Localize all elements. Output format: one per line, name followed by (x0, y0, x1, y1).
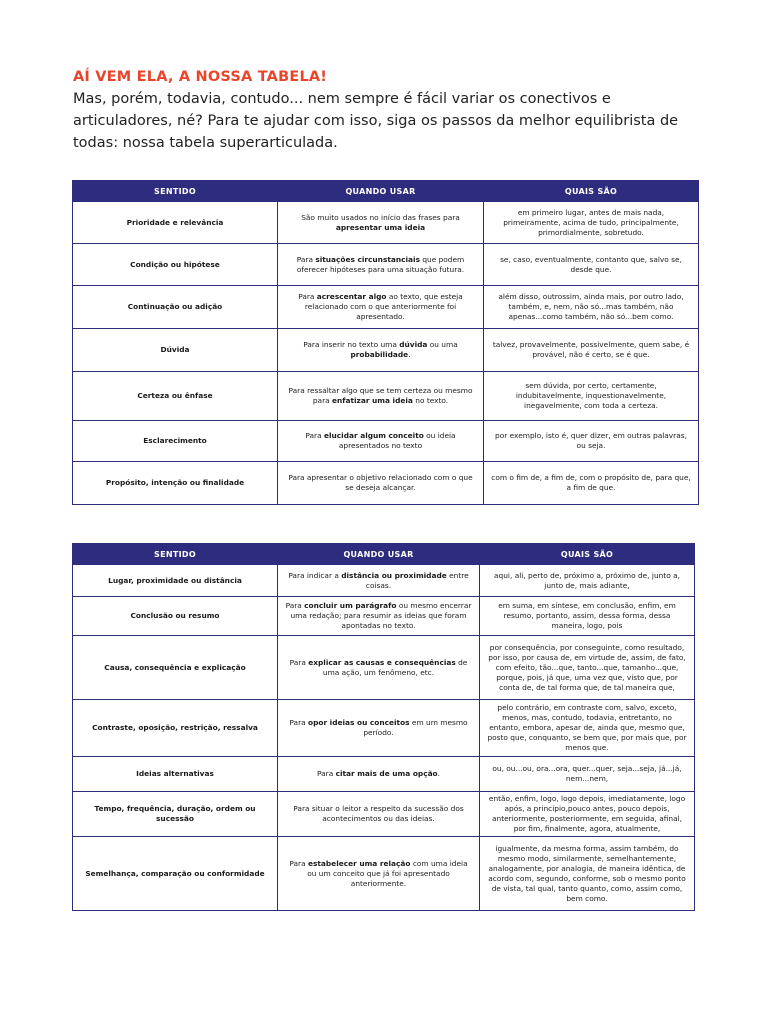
cell-quando-usar (278, 565, 480, 597)
cell-sentido: Dúvida (73, 329, 278, 372)
table-row (73, 837, 695, 911)
cell-quando-usar (278, 837, 480, 911)
section-title: AÍ VEM ELA, A NOSSA TABELA! (73, 69, 328, 85)
text-segment: Para (296, 254, 316, 264)
cell-sentido: Continuação ou adição (73, 286, 278, 329)
cell-sentido: Ideias alternativas (73, 757, 278, 792)
cell-quais-sao: talvez, provavelmente, possivelmente, quem sabe, é provável, não é certo, se é que. (484, 329, 699, 372)
text-segment: Para indicar a (288, 570, 342, 580)
cell-sentido: Esclarecimento (73, 421, 278, 462)
table-row (73, 565, 695, 597)
intro-section (73, 66, 713, 154)
emphasis-text: elucidar algum conceito (323, 431, 424, 440)
cell-sentido: Certeza ou ênfase (73, 372, 278, 421)
cell-sentido: Semelhança, comparação ou conformidade (73, 837, 278, 911)
text-segment: com uma ideia ou um conceito que já foi apresentado anteriormente. (307, 858, 468, 888)
cell-sentido: Condição ou hipótese (73, 244, 278, 286)
text-segment: Para (305, 431, 324, 440)
text-segment: . (408, 350, 411, 359)
text-segment: Para (289, 657, 309, 667)
cell-sentido: Tempo, frequência, duração, ordem ou sucessão (73, 792, 278, 837)
emphasis-text: citar mais de uma opção (335, 769, 438, 778)
cell-quais-sao: aqui, ali, perto de, próximo a, próximo de, junto a, junto de, mais adiante, (480, 565, 695, 597)
text-segment: no texto. (412, 396, 449, 405)
text-segment: Para inserir no texto uma (303, 340, 400, 349)
emphasis-text: opor ideias ou conceitos (308, 718, 410, 727)
emphasis-text: estabelecer uma relação (307, 858, 411, 868)
table-row (73, 421, 699, 462)
cell-quando-usar (278, 636, 480, 700)
cell-sentido: Causa, consequência e explicação (73, 636, 278, 700)
cell-quando-usar (278, 329, 484, 372)
cell-quando-usar (278, 597, 480, 636)
connectives-table-2 (72, 543, 695, 911)
cell-quando-usar (278, 421, 484, 462)
intro-paragraph: Mas, porém, todavia, contudo... nem sempre é fácil variar os conectivos e articuladores, né? Para te ajudar com isso, siga os passos da melhor equilibrista de todas: nossa tabela superarticulada. (73, 91, 679, 151)
emphasis-text: situações circunstanciais (315, 254, 420, 264)
table-row (73, 792, 695, 837)
table-row (73, 700, 695, 757)
header-quais-sao: QUAIS SÃO (480, 544, 695, 565)
cell-quando-usar (278, 462, 484, 505)
header-quando-usar: QUANDO USAR (278, 181, 484, 202)
text-segment: Para (289, 858, 308, 868)
text-segment: Para situar o leitor a respeito da sucessão dos acontecimentos ou das ideias. (293, 804, 464, 823)
emphasis-text: enfatizar uma ideia (331, 396, 413, 405)
text-segment: ou uma (427, 340, 458, 349)
text-segment: ao texto, que esteja relacionado com o que anteriormente foi apresentado. (304, 292, 463, 321)
text-segment: Para (289, 718, 308, 727)
cell-quando-usar (278, 372, 484, 421)
cell-quais-sao: sem dúvida, por certo, certamente, indubitavelmente, inquestionavelmente, inegavelmente, com toda a certeza. (484, 372, 699, 421)
header-sentido: SENTIDO (73, 544, 278, 565)
text-segment: Para (317, 769, 336, 778)
cell-quando-usar (278, 244, 484, 286)
text-segment: ou mesmo encerrar uma redação; para resumir as ideias que foram apontadas no texto. (290, 601, 472, 630)
header-sentido: SENTIDO (73, 181, 278, 202)
emphasis-text: concluir um parágrafo (304, 601, 397, 610)
table-row (73, 244, 699, 286)
cell-quais-sao: com o fim de, a fim de, com o propósito de, para que, a fim de que. (484, 462, 699, 505)
text-segment: que podem oferecer hipóteses para uma situação futura. (296, 254, 465, 274)
table-header-row (73, 181, 699, 202)
emphasis-text: distância ou proximidade (341, 570, 447, 580)
cell-quais-sao: além disso, outrossim, ainda mais, por outro lado, também, e, nem, não só...mas também, não apenas...como também, não só...bem como. (484, 286, 699, 329)
cell-quando-usar (278, 286, 484, 329)
table-row (73, 372, 699, 421)
cell-quando-usar (278, 202, 484, 244)
table-header-row (73, 544, 695, 565)
text-segment: em um mesmo período. (363, 718, 468, 737)
cell-quando-usar (278, 792, 480, 837)
cell-sentido: Contraste, oposição, restrição, ressalva (73, 700, 278, 757)
cell-quais-sao: por consequência, por conseguinte, como resultado, por isso, por causa de, em virtude de, assim, de fato, com efeito, tão...que, tanto...que, tamanho...que, porque, pois, já que, uma vez que, visto que, por conta de, de tal forma que, de tal maneira que, (480, 636, 695, 700)
emphasis-text: acrescentar algo (316, 292, 387, 301)
text-segment: . (437, 769, 440, 778)
connectives-table-1 (72, 180, 699, 505)
emphasis-text: dúvida (399, 340, 428, 349)
cell-sentido: Propósito, intenção ou finalidade (73, 462, 278, 505)
cell-quais-sao: em primeiro lugar, antes de mais nada, primeiramente, acima de tudo, principalmente, primordialmente, sobretudo. (484, 202, 699, 244)
text-segment: Para apresentar o objetivo relacionado com o que se deseja alcançar. (288, 473, 473, 492)
header-quais-sao: QUAIS SÃO (484, 181, 699, 202)
table-row (73, 462, 699, 505)
cell-quais-sao: se, caso, eventualmente, contanto que, salvo se, desde que. (484, 244, 699, 286)
header-quando-usar: QUANDO USAR (278, 544, 480, 565)
text-segment: ou ideia apresentados no texto (338, 431, 456, 450)
text-segment: Para (285, 601, 305, 610)
cell-quando-usar (278, 700, 480, 757)
cell-quais-sao: ou, ou...ou, ora...ora, quer...quer, seja...seja, já...já, nem...nem, (480, 757, 695, 792)
table-row (73, 757, 695, 792)
cell-quais-sao: pelo contrário, em contraste com, salvo, exceto, menos, mas, contudo, todavia, entretanto, no entanto, embora, apesar de, ainda que, mesmo que, posto que, conquanto, se bem que, por mais que, por menos que. (480, 700, 695, 757)
text-segment: entre coisas. (365, 570, 469, 590)
emphasis-text: probabilidade (350, 350, 409, 359)
cell-sentido: Prioridade e relevância (73, 202, 278, 244)
table-row (73, 202, 699, 244)
table-row (73, 597, 695, 636)
text-segment: de uma ação, um fenômeno, etc. (322, 657, 468, 677)
text-segment: São muito usados no início das frases para (301, 212, 460, 222)
cell-quando-usar (278, 757, 480, 792)
cell-quais-sao: por exemplo, isto é, quer dizer, em outras palavras, ou seja. (484, 421, 699, 462)
cell-quais-sao: então, enfim, logo, logo depois, imediatamente, logo após, a princípio,pouco antes, pouco depois, anteriormente, posteriormente, em seguida, afinal, por fim, finalmente, agora, atualmente, (480, 792, 695, 837)
emphasis-text: apresentar uma ideia (335, 222, 426, 232)
table-row (73, 636, 695, 700)
cell-sentido: Conclusão ou resumo (73, 597, 278, 636)
text-segment: Para (298, 292, 317, 301)
table-row (73, 286, 699, 329)
emphasis-text: explicar as causas e consequências (308, 657, 456, 667)
text-segment: Para ressaltar algo que se tem certeza ou mesmo para (288, 386, 473, 405)
table-row (73, 329, 699, 372)
cell-sentido: Lugar, proximidade ou distância (73, 565, 278, 597)
cell-quais-sao: em suma, em síntese, em conclusão, enfim, em resumo, portanto, assim, dessa forma, dessa maneira, logo, pois (480, 597, 695, 636)
cell-quais-sao: igualmente, da mesma forma, assim também, do mesmo modo, similarmente, semelhantemente, analogamente, por analogia, de maneira idêntica, de acordo com, segundo, conforme, sob o mesmo ponto de vista, tal qual, tanto quanto, como, assim como, bem como. (480, 837, 695, 911)
